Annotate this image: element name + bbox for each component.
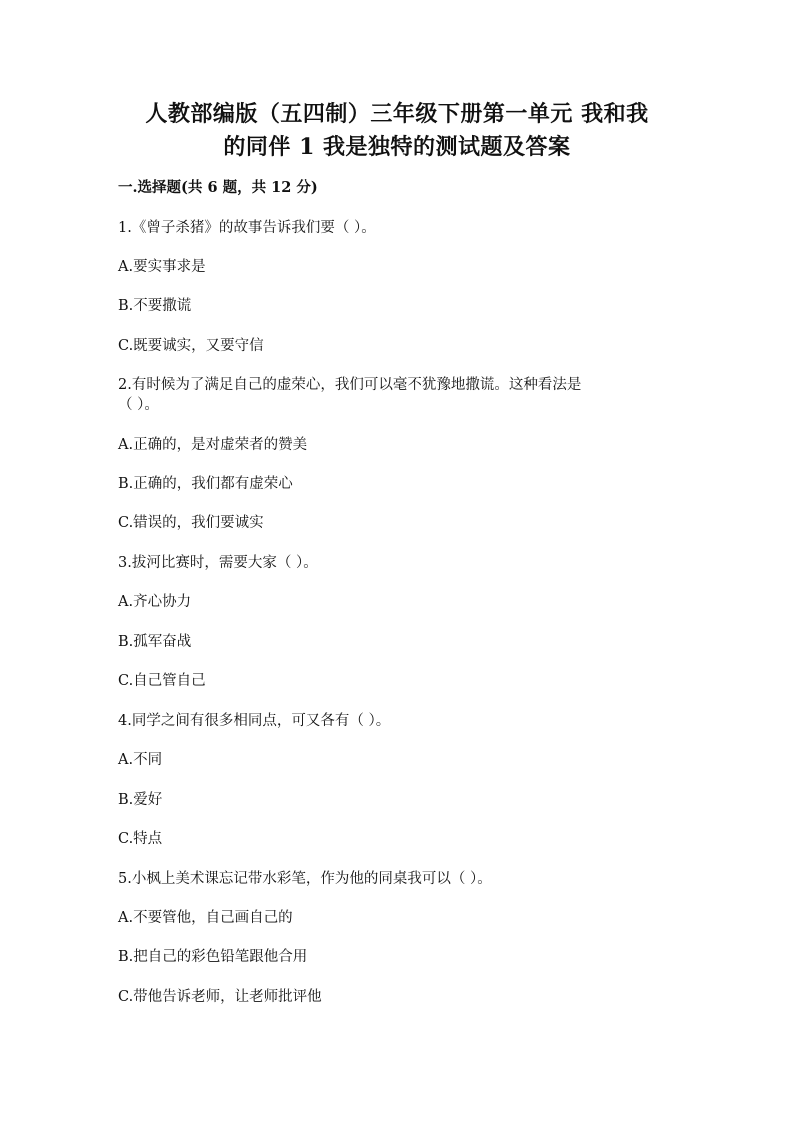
question-5-option-a: A.不要管他，自己画自己的 [118,910,293,926]
document-title-line-1: 人教部编版（五四制）三年级下册第一单元 我和我 [145,101,649,127]
document-title-line-2: 的同伴 1 我是独特的测试题及答案 [223,134,571,160]
question-1-option-c: C.既要诚实，又要守信 [118,338,264,354]
question-4-option-b: B.爱好 [118,792,163,808]
question-3-option-a: A.齐心协力 [118,594,192,610]
question-3-option-b: B.孤军奋战 [118,634,192,650]
question-4-option-a: A.不同 [118,752,163,768]
question-1-option-b: B.不要撒谎 [118,298,192,314]
question-5-stem: 5.小枫上美术课忘记带水彩笔，作为他的同桌我可以（ ）。 [118,871,492,887]
question-4-option-c: C.特点 [118,831,163,847]
question-1-option-a: A.要实事求是 [118,259,206,275]
question-2-stem: 2.有时候为了满足自己的虚荣心，我们可以毫不犹豫地撒谎。这种看法是 [118,377,582,393]
question-2-option-a: A.正确的，是对虚荣者的赞美 [118,437,308,453]
question-3-option-c: C.自己管自己 [118,673,206,689]
question-2-stem-continued: （ ）。 [118,397,159,413]
question-2-option-c: C.错误的，我们要诚实 [118,515,264,531]
question-4-stem: 4.同学之间有很多相同点，可又各有（ ）。 [118,713,391,729]
question-3-stem: 3.拔河比赛时，需要大家（ ）。 [118,555,318,571]
section-heading: 一.选择题(共 6 题，共 12 分) [118,179,318,196]
question-2-option-b: B.正确的，我们都有虚荣心 [118,476,293,492]
question-1-stem: 1.《曾子杀猪》的故事告诉我们要（ ）。 [118,220,376,236]
question-5-option-c: C.带他告诉老师，让老师批评他 [118,989,322,1005]
question-5-option-b: B.把自己的彩色铅笔跟他合用 [118,949,308,965]
